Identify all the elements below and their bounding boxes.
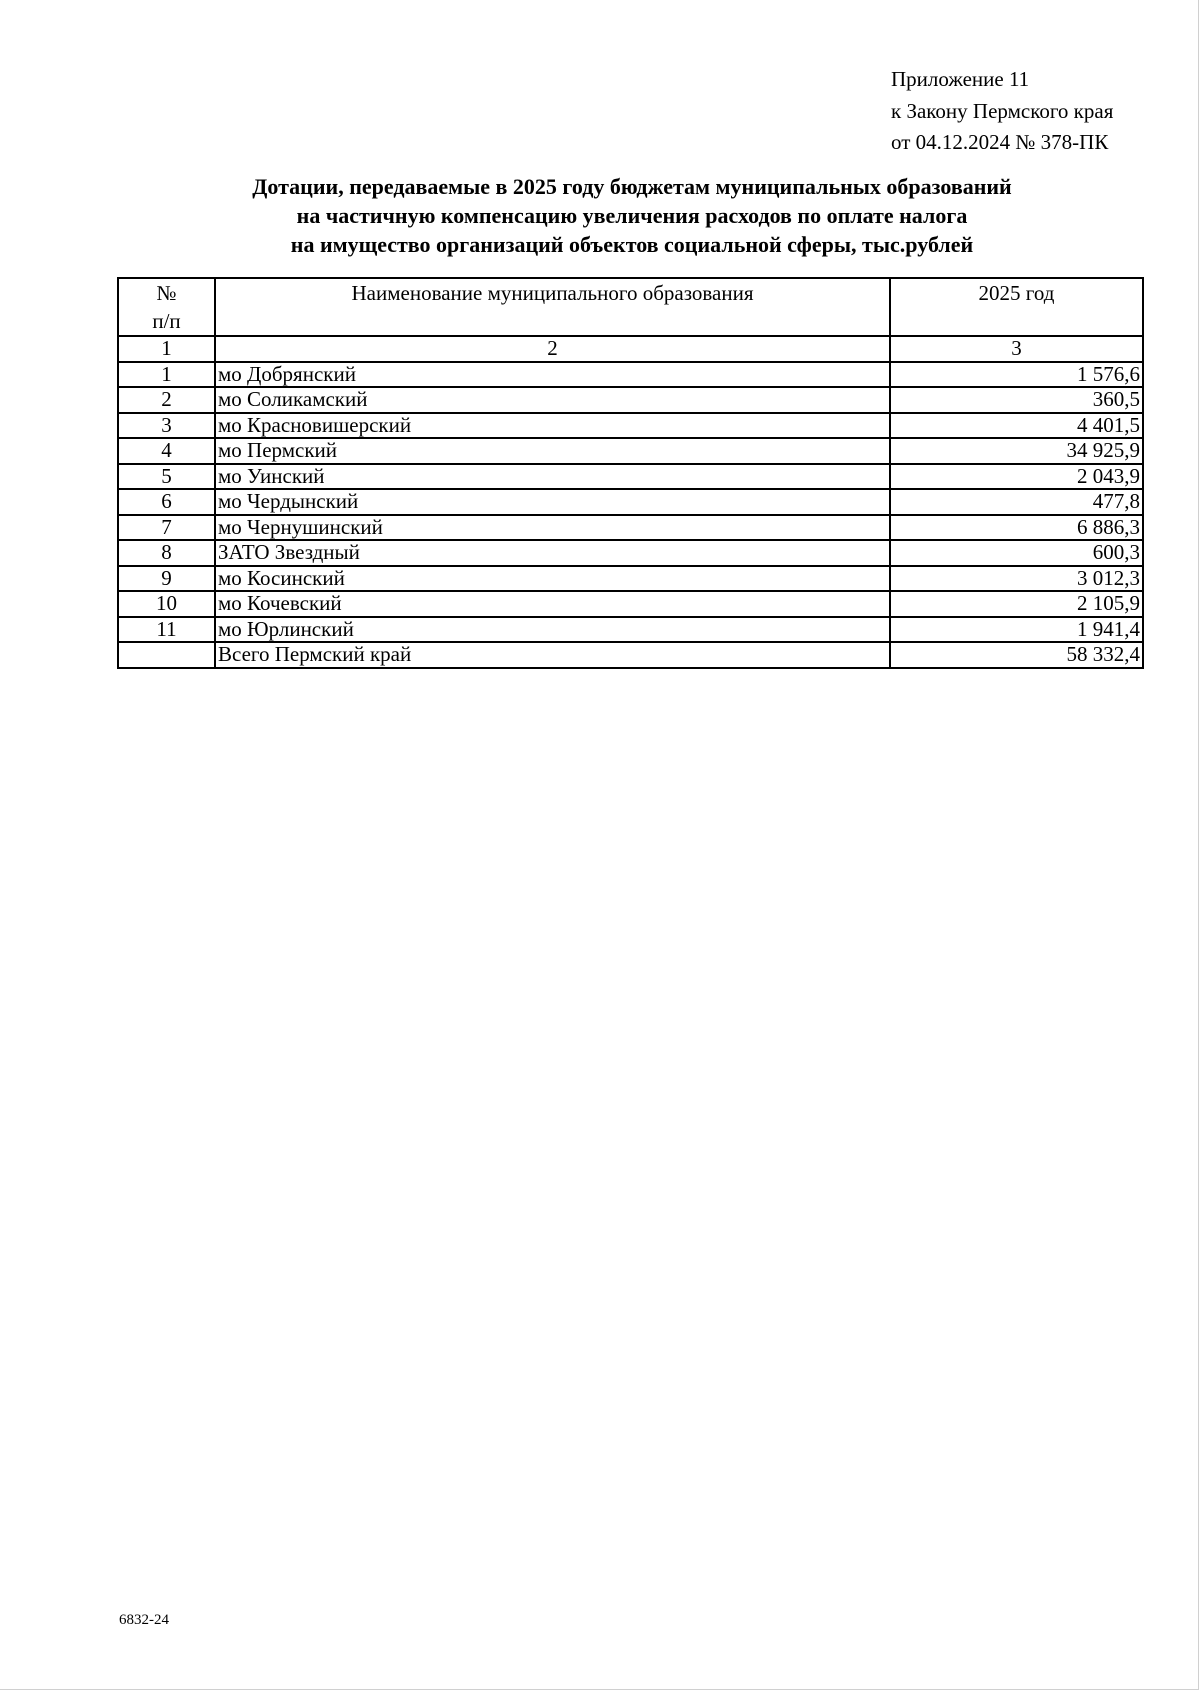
total-name: Всего Пермский край: [215, 642, 890, 668]
document-title: [120, 172, 1144, 259]
row-name: мо Уинский: [215, 464, 890, 490]
row-value: 1 941,4: [890, 617, 1143, 643]
row-name: мо Чернушинский: [215, 515, 890, 541]
row-value: 2 105,9: [890, 591, 1143, 617]
row-name: мо Кочевский: [215, 591, 890, 617]
table-row: [118, 566, 1143, 592]
table-row: [118, 515, 1143, 541]
row-number: 3: [118, 413, 215, 439]
row-value: 4 401,5: [890, 413, 1143, 439]
appendix-law: к Закону Пермского края: [891, 98, 1114, 123]
table-row: [118, 591, 1143, 617]
table-total-row: [118, 642, 1143, 668]
appendix-number: Приложение 11: [891, 67, 1030, 91]
row-number: 1: [118, 362, 215, 388]
row-number: 9: [118, 566, 215, 592]
index-cell-1: 1: [118, 336, 215, 362]
row-number: 5: [118, 464, 215, 490]
header-number: [118, 278, 215, 336]
row-name: мо Соликамский: [215, 387, 890, 413]
title-line-3: на имущество организаций объектов социальной сферы, тыс.рублей: [290, 232, 974, 257]
table-row: [118, 540, 1143, 566]
row-value: 477,8: [890, 489, 1143, 515]
header-number-sign: №: [156, 281, 177, 305]
row-name: мо Юрлинский: [215, 617, 890, 643]
table-header-row: [118, 278, 1143, 336]
index-cell-3: 3: [890, 336, 1143, 362]
row-value: 2 043,9: [890, 464, 1143, 490]
table-row: [118, 438, 1143, 464]
row-name: мо Чердынский: [215, 489, 890, 515]
index-cell-2: 2: [215, 336, 890, 362]
row-number: 8: [118, 540, 215, 566]
header-name: Наименование муниципального образования: [215, 278, 890, 336]
row-number: 4: [118, 438, 215, 464]
title-line-2: на частичную компенсацию увеличения расходов по оплате налога: [296, 203, 968, 228]
table-row: [118, 387, 1143, 413]
row-name: мо Косинский: [215, 566, 890, 592]
subsidy-table: [117, 277, 1144, 669]
row-value: 360,5: [890, 387, 1143, 413]
table-row: [118, 617, 1143, 643]
table-row: [118, 413, 1143, 439]
table-row: [118, 489, 1143, 515]
row-number: 11: [118, 617, 215, 643]
row-value: 34 925,9: [890, 438, 1143, 464]
row-value: 1 576,6: [890, 362, 1143, 388]
appendix-reference: [891, 64, 1113, 159]
table-row: [118, 464, 1143, 490]
row-number: 6: [118, 489, 215, 515]
row-name: мо Добрянский: [215, 362, 890, 388]
row-number: 2: [118, 387, 215, 413]
document-code: 6832-24: [119, 1612, 169, 1628]
row-number: 7: [118, 515, 215, 541]
appendix-date: от 04.12.2024 № 378-ПК: [891, 130, 1109, 154]
header-number-label: п/п: [152, 309, 181, 333]
row-name: ЗАТО Звездный: [215, 540, 890, 566]
header-year: 2025 год: [890, 278, 1143, 336]
total-value: 58 332,4: [890, 642, 1143, 668]
title-line-1: Дотации, передаваемые в 2025 году бюджетам муниципальных образований: [252, 174, 1012, 199]
table-row: [118, 362, 1143, 388]
row-value: 6 886,3: [890, 515, 1143, 541]
row-name: мо Красновишерский: [215, 413, 890, 439]
row-value: 3 012,3: [890, 566, 1143, 592]
total-number: [118, 642, 215, 668]
row-value: 600,3: [890, 540, 1143, 566]
row-number: 10: [118, 591, 215, 617]
table-index-row: [118, 336, 1143, 362]
row-name: мо Пермский: [215, 438, 890, 464]
